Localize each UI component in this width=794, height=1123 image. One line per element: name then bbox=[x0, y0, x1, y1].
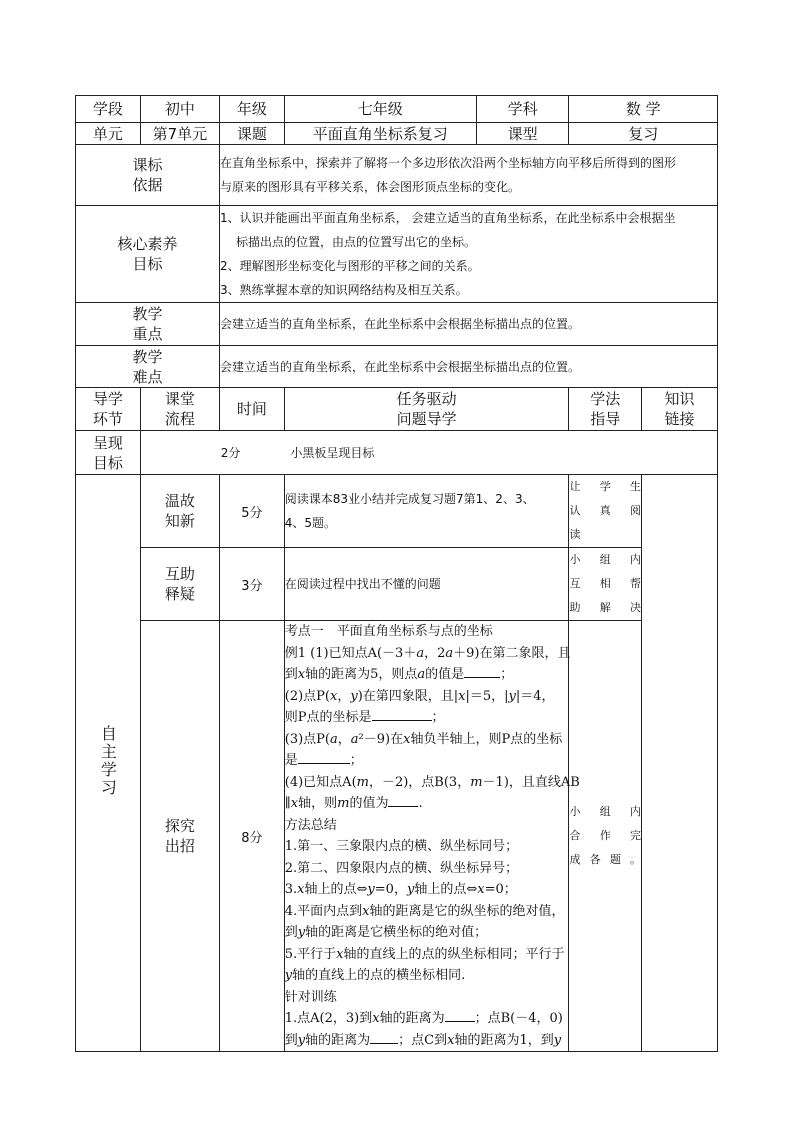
subject-value: 数 学 bbox=[569, 96, 718, 123]
difficulty-text: 会建立适当的直角坐标系，在此坐标系中会根据坐标描出点的位置。 bbox=[220, 346, 718, 388]
unit-value: 第7单元 bbox=[140, 123, 219, 145]
header-row-2 bbox=[76, 123, 718, 145]
grade-value: 七年级 bbox=[284, 96, 476, 123]
present-text: 小黑板呈现目标 bbox=[290, 446, 375, 460]
training-line-1: 1.点A(2，3)到x轴的距离为 ；点B(－4，0) bbox=[285, 1008, 569, 1030]
key-label: 教学 重点 bbox=[76, 303, 220, 346]
training-title: 针对训练 bbox=[284, 989, 337, 1005]
header-row-1 bbox=[76, 96, 718, 123]
explore-title: 考点一 平面直角坐标系与点的坐标 bbox=[284, 624, 493, 639]
key-text: 会建立适当的直角坐标系，在此坐标系中会根据坐标描出点的位置。 bbox=[220, 303, 718, 346]
basis-row bbox=[76, 145, 718, 206]
method-5-cont: y轴的直线上的点的横坐标相同. bbox=[284, 968, 466, 983]
training-line-2: 到y轴的距离为 ；点C到x轴的距离为1，到y bbox=[285, 1030, 569, 1052]
stage-value: 初中 bbox=[140, 96, 219, 123]
unit-label: 单元 bbox=[76, 123, 141, 145]
method-1: 1.第一、三象限内点的横、纵坐标同号； bbox=[284, 839, 519, 854]
example-line-1: 例1 (1)已知点A(－3＋a，2a＋9)在第二象限，且 bbox=[284, 645, 571, 661]
self-study-cell bbox=[76, 475, 141, 1052]
topic-value: 平面直角坐标系复习 bbox=[284, 123, 476, 145]
review-label: 温故 知新 bbox=[140, 475, 219, 548]
method-4: 4.平面内点到x轴的距离是它的纵坐标的绝对值， bbox=[284, 903, 565, 919]
method-5: 5.平行于x轴的直线上的点的纵坐标相同；平行于 bbox=[284, 946, 565, 962]
example-line-3: (2)点P(x，y)在第四象限，且|x|＝5，|y|＝4， bbox=[284, 688, 555, 704]
column-header-row bbox=[76, 388, 718, 431]
col-guide-stage: 导学 环节 bbox=[76, 388, 141, 431]
col-time: 时间 bbox=[220, 388, 285, 431]
explore-label: 探究 出招 bbox=[140, 621, 219, 1052]
lesson-plan-table bbox=[75, 95, 718, 1052]
topic-label: 课题 bbox=[220, 123, 285, 145]
difficulty-row bbox=[76, 346, 718, 388]
key-row bbox=[76, 303, 718, 346]
link-column-empty bbox=[642, 475, 718, 1052]
example-line-5: (3)点P(a，a²－9)在x轴负半轴上，则P点的坐标 bbox=[284, 731, 563, 747]
method-2: 2.第二、四象限内点的横、纵坐标异号； bbox=[284, 860, 519, 876]
type-label: 课型 bbox=[476, 123, 569, 145]
example-line-2: 到x轴的距离为5，则点a的值是 ； bbox=[285, 664, 569, 686]
difficulty-label: 教学 难点 bbox=[76, 346, 220, 388]
help-guide: 小组内 互相帮 助解决 bbox=[569, 548, 642, 621]
stage-label: 学段 bbox=[76, 96, 141, 123]
basis-label: 课标 依据 bbox=[76, 145, 220, 206]
help-time: 3分 bbox=[220, 548, 285, 621]
example-line-6: 是 ； bbox=[285, 750, 569, 772]
help-label: 互助 释疑 bbox=[140, 548, 219, 621]
col-link: 知识 链接 bbox=[642, 388, 718, 431]
explore-time: 8分 bbox=[220, 621, 285, 1052]
col-method: 学法 指导 bbox=[569, 388, 642, 431]
goal-label: 核心素养 目标 bbox=[76, 206, 220, 303]
goal-row bbox=[76, 206, 718, 303]
method-title: 方法总结 bbox=[284, 817, 337, 833]
review-guide: 让学生 认真阅 读 bbox=[569, 475, 642, 548]
present-time: 2分 bbox=[220, 446, 241, 460]
explore-row bbox=[76, 621, 718, 1052]
present-row bbox=[76, 431, 718, 475]
basis-text: 在直角坐标系中，探索并了解将一个多边形依次沿两个坐标轴方向平移后所得到的图形 与原来的图形具有平移关系，体会图形顶点坐标的变化。 bbox=[220, 145, 718, 206]
help-row bbox=[76, 548, 718, 621]
method-4-cont: 到y轴的距离是它横坐标的绝对值； bbox=[284, 925, 488, 940]
review-time: 5分 bbox=[220, 475, 285, 548]
subject-label: 学科 bbox=[476, 96, 569, 123]
grade-label: 年级 bbox=[220, 96, 285, 123]
help-text: 在阅读过程中找出不懂的问题 bbox=[284, 548, 569, 621]
review-text: 阅读课本83业小结并完成复习题7第1、2、3、 4、5题。 bbox=[284, 475, 569, 548]
example-line-8: ∥x轴，则m的值为 . bbox=[285, 793, 569, 815]
present-content bbox=[140, 431, 717, 475]
col-class-flow: 课堂 流程 bbox=[140, 388, 219, 431]
col-task: 任务驱动 问题导学 bbox=[284, 388, 569, 431]
example-line-4: 则P点的坐标是 ； bbox=[285, 707, 569, 729]
goal-text: 1、认识并能画出平面直角坐标系， 会建立适当的直角坐标系，在此坐标系中会根据坐 标描出点的位置，由点的位置写出它的坐标。 2、理解图形坐标变化与图形的平移之间的关系。 3、熟练掌握本章的知识网络结构及相互关系。 bbox=[220, 206, 718, 303]
type-value: 复习 bbox=[569, 123, 718, 145]
self-study-label: 自主学习 bbox=[98, 725, 118, 797]
present-label: 呈现 目标 bbox=[76, 431, 141, 475]
explore-guide: 小组内 合作完 成各题。 bbox=[569, 621, 642, 1052]
method-3: 3.x轴上的点⇔y=0，y轴上的点⇔x=0； bbox=[284, 882, 517, 897]
review-row bbox=[76, 475, 718, 548]
explore-content bbox=[284, 621, 580, 1052]
example-line-7: (4)已知点A(m，－2)，点B(3，m－1)，且直线AB bbox=[284, 774, 580, 790]
